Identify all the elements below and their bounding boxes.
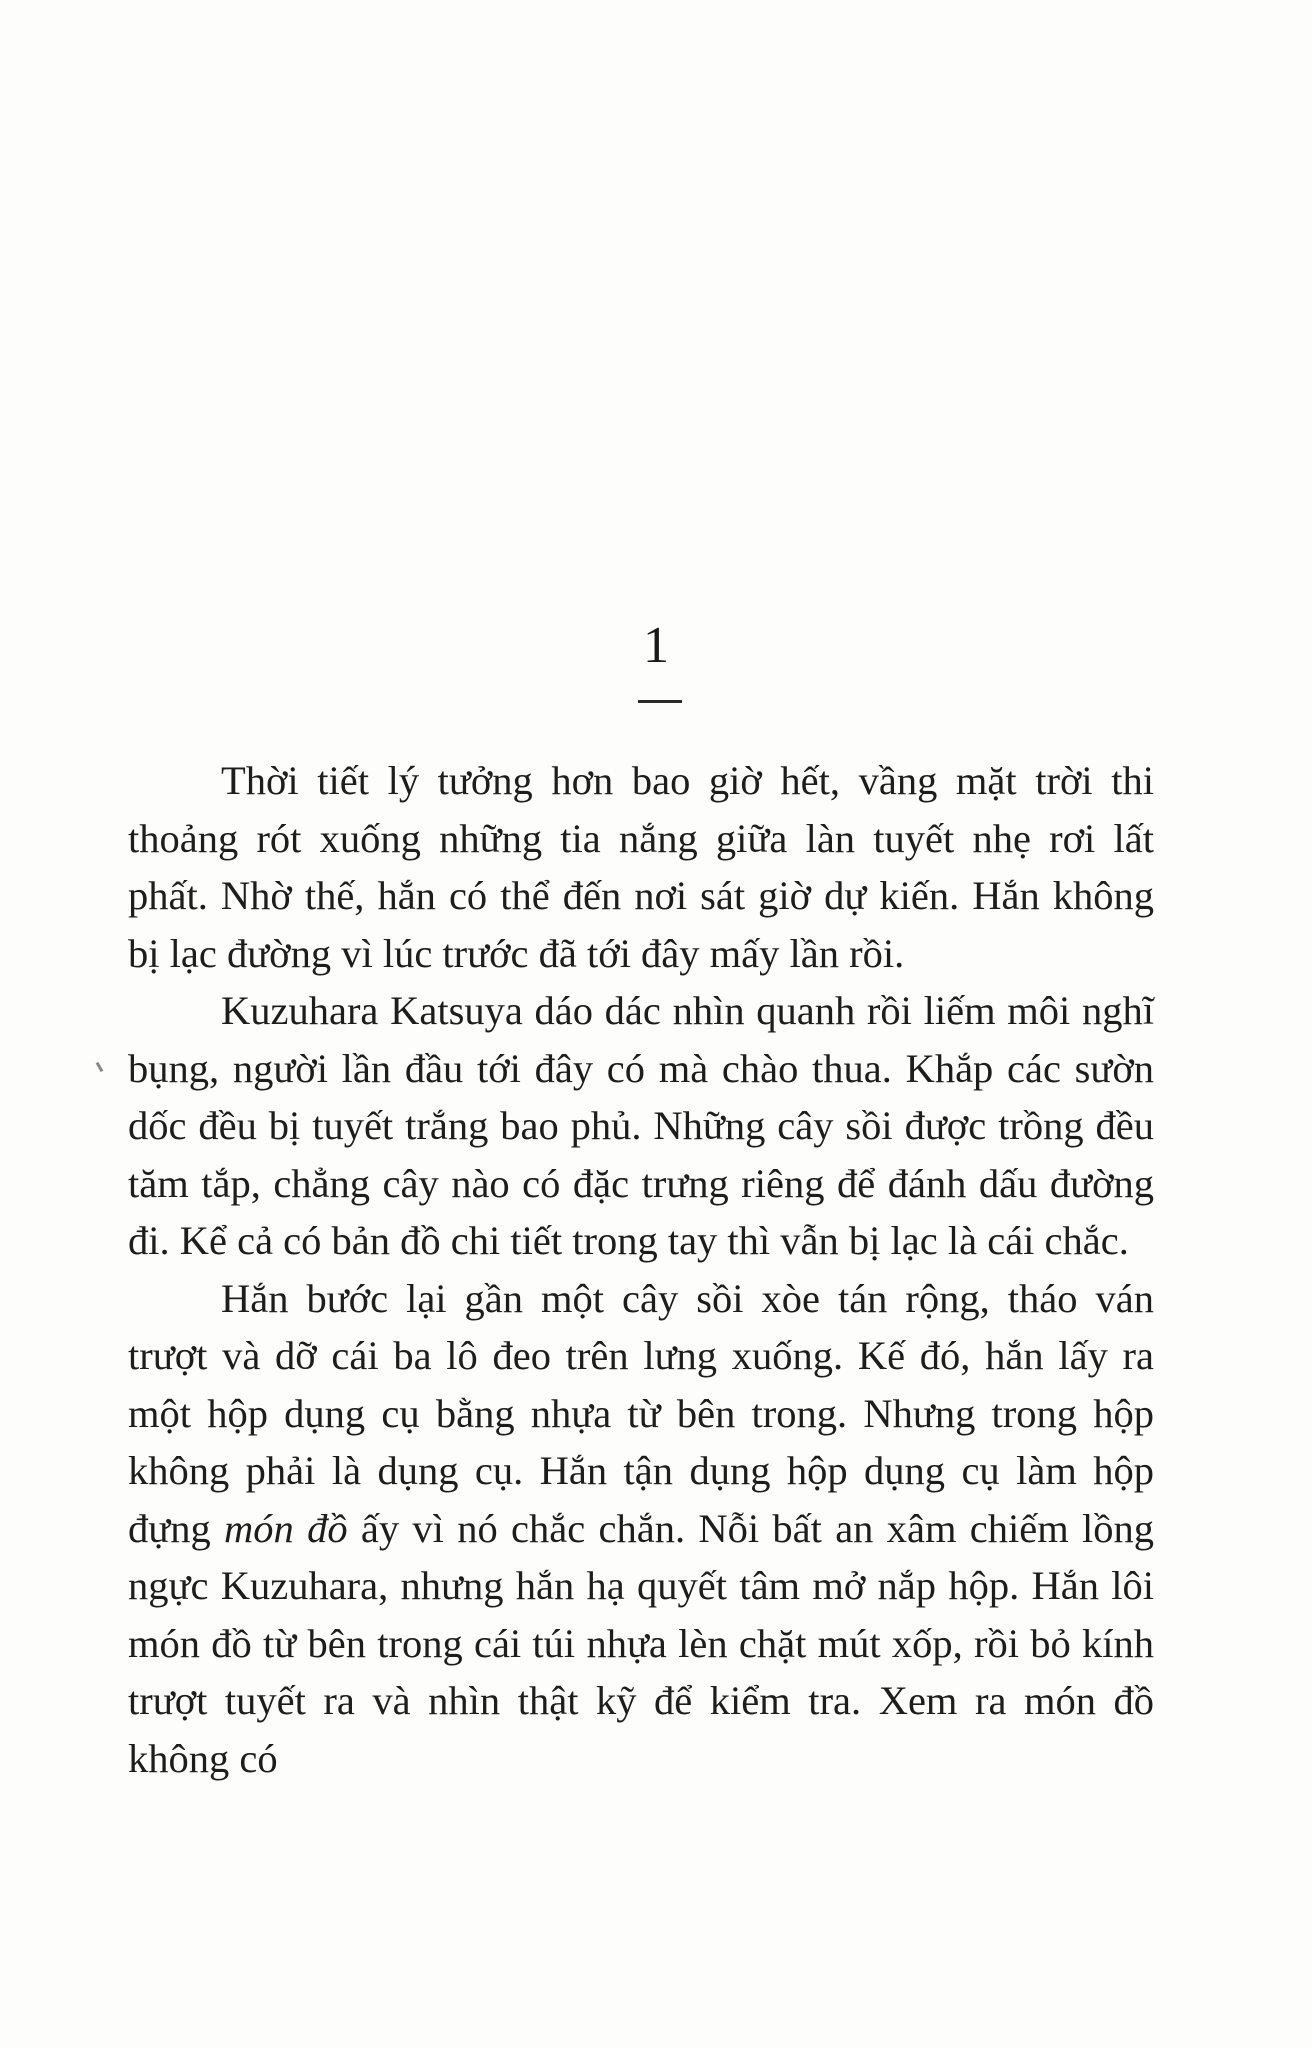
paragraph-3 <box>128 1270 1154 1788</box>
chapter-number: 1 <box>643 617 669 674</box>
chapter-rule <box>638 700 682 703</box>
margin-mark <box>96 1062 104 1072</box>
paragraph-1: Thời tiết lý tưởng hơn bao giờ hết, vầng mặt trời thi thoảng rót xuống những tia nắng giữa làn tuyết nhẹ rơi lất phất. Nhờ thế, hắn có thể đến nơi sát giờ dự kiến. Hắn không bị lạc đường vì lúc trước đã tới đây mấy lần rồi. <box>128 758 1154 976</box>
paragraph-2: Kuzuhara Katsuya dáo dác nhìn quanh rồi liếm môi nghĩ bụng, người lần đầu tới đây có mà chào thua. Khắp các sườn dốc đều bị tuyết trắng bao phủ. Những cây sồi được trồng đều tăm tắp, chẳng cây nào có đặc trưng riêng để đánh dấu đường đi. Kể cả có bản đồ chi tiết trong tay thì vẫn bị lạc là cái chắc. <box>128 988 1154 1263</box>
paragraph-3-text-start: Hắn bước lại gần một cây sồi xòe tán rộng, tháo ván trượt và dỡ cái ba lô đeo trên lưng xuống. Kế đó, hắn lấy ra một hộp dụng cụ bằng nhựa từ bên trong. Nhưng trong hộp không phải là dụng cụ. Hắn tận dụng hộp dụng cụ làm hộp đựng <box>128 1275 1154 1551</box>
paragraph-3-text-end: ấy vì nó chắc chắn. Nỗi bất an xâm chiếm lồng ngực Kuzuhara, nhưng hắn hạ quyết tâm mở nắp hộp. Hắn lôi món đồ từ bên trong cái túi nhựa lèn chặt mút xốp, rồi bỏ kính trượt tuyết ra và nhìn thật kỹ để kiểm tra. Xem ra món đồ không có <box>128 1505 1155 1781</box>
emphasized-phrase: món đồ <box>224 1505 348 1551</box>
body-text <box>128 752 1154 1787</box>
